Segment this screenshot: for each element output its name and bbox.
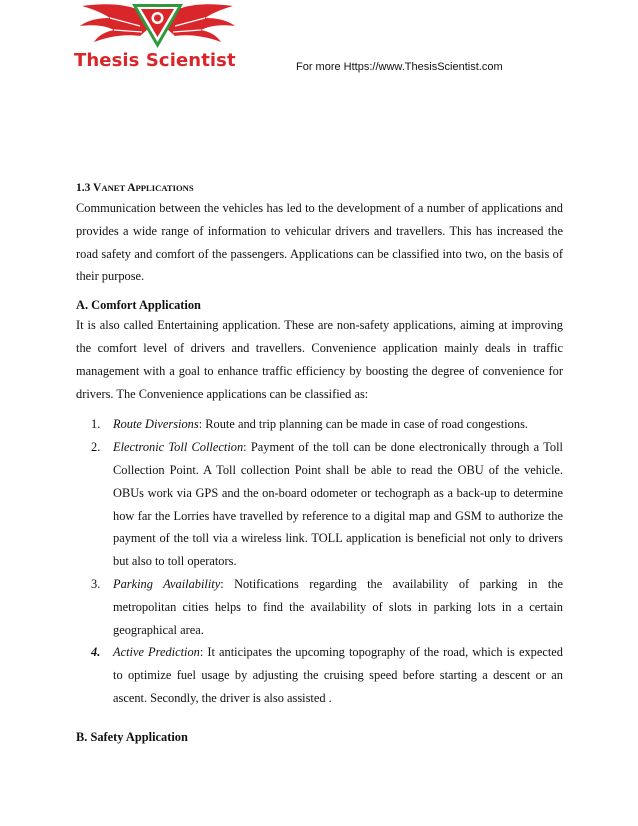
list-item bbox=[76, 436, 563, 573]
brand-name: Thesis Scientist bbox=[74, 50, 236, 71]
document-body bbox=[76, 179, 563, 746]
intro-paragraph: Communication between the vehicles has led to the development of a number of applications and provides a wide range of information to vehicular drivers and travellers. This has increased the road safety and comfort of the passengers. Applications can be classified into two, on the basis of their purpose. bbox=[76, 201, 563, 284]
safety-application-heading: B. Safety Application bbox=[76, 729, 188, 744]
list-item-text: : Notifications regarding the availability of parking in the metropolitan cities helps to find the availability of slots in parking lots in a certain geographical area. bbox=[113, 576, 564, 637]
list-item-title: Electronic Toll Collection bbox=[113, 440, 244, 455]
list-number: 1. bbox=[91, 417, 101, 432]
winged-shield-emblem-icon bbox=[70, 0, 245, 50]
list-number: 4. bbox=[91, 645, 101, 660]
section-title-part-2: PPLICATIONS bbox=[135, 183, 194, 193]
list-item-text: : It anticipates the upcoming topography of the road, which is expected to optimize fuel usage by adjusting the cruising speed before starting a descent or an ascent. Secondly, the driver is also assisted . bbox=[113, 645, 563, 705]
brand-logo bbox=[70, 0, 245, 80]
list-item-title: Route Diversions bbox=[113, 417, 199, 432]
list-item bbox=[76, 573, 563, 641]
comfort-application-list bbox=[76, 413, 563, 709]
list-number: 2. bbox=[91, 440, 101, 455]
section-title-number: 1.3 V bbox=[76, 182, 102, 194]
list-item bbox=[76, 413, 563, 436]
list-item-text: : Route and trip planning can be made in case of road congestions. bbox=[198, 417, 528, 432]
list-item-title: Parking Availability bbox=[113, 576, 221, 591]
list-item bbox=[76, 641, 563, 709]
section-title bbox=[76, 179, 563, 197]
header-website-link[interactable]: For more Https://www.ThesisScientist.com bbox=[296, 61, 503, 73]
list-item-text: : Payment of the toll can be done electronically through a Toll Collection Point. A Toll collection Point shall be able to read the OBU of the vehicle. OBUs work via GPS and the on-board odometer or techograph as a back-up to determine how far the Lorries have travelled by reference to a digital map and GSM to authorize the payment of the toll via a wireless link. TOLL application is beneficial not only to drivers but also to toll operators. bbox=[113, 440, 563, 569]
list-item-title: Active Prediction bbox=[113, 645, 200, 660]
section-title-cap-2: A bbox=[127, 182, 136, 194]
comfort-application-heading: A. Comfort Application bbox=[76, 298, 201, 313]
list-number: 3. bbox=[91, 576, 101, 591]
comfort-paragraph: It is also called Entertaining application. These are non-safety applications, aiming at improving the comfort level of drivers and travellers. Convenience application mainly deals in traffic management with a goal to enhance traffic efficiency by boosting the degree of convenience for drivers. The Convenience applications can be classified as: bbox=[76, 318, 563, 401]
section-title-part-1: ANET bbox=[101, 183, 128, 193]
